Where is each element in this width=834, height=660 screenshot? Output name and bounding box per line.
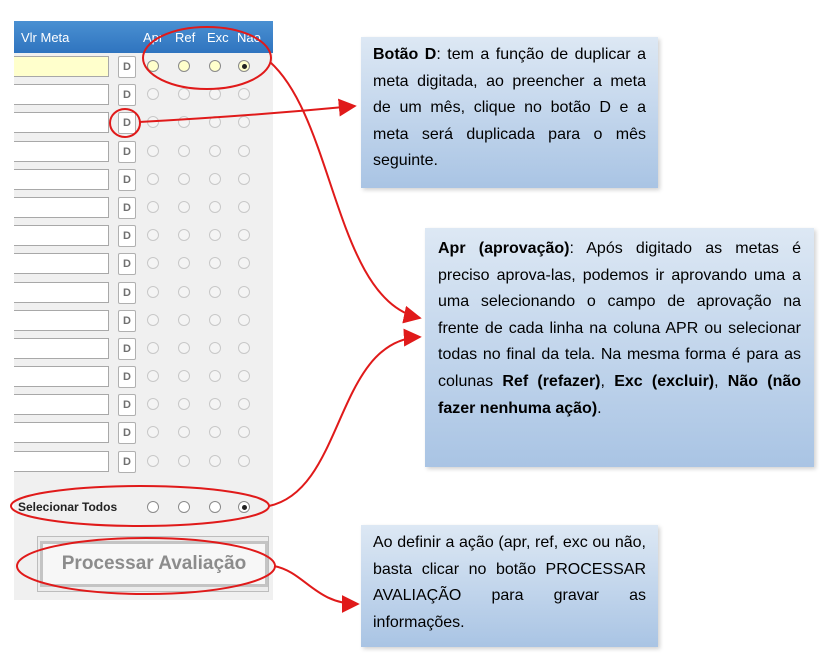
callout-botao-d-text: : tem a função de duplicar a meta digitada, ao preencher a meta de um mês, clique no botão D e a meta será duplicada para o mês seguinte. <box>373 46 646 170</box>
callout-apr-end: . <box>597 399 602 417</box>
callout-apr-exc: Exc (excluir) <box>614 372 715 390</box>
col-nao: Nao <box>237 30 261 45</box>
arrow-process-button <box>274 566 358 604</box>
arrow-d-button <box>139 106 355 122</box>
arrow-radio-columns <box>270 62 420 318</box>
highlight-radio-header <box>143 27 271 89</box>
col-apr: Apr <box>143 30 164 45</box>
callout-apr-sep: , <box>600 372 615 390</box>
col-ref: Ref <box>175 30 196 45</box>
duplicate-button[interactable]: D <box>118 197 136 219</box>
duplicate-button[interactable]: D <box>118 112 136 134</box>
callout-processar-text: Ao definir a ação (apr, ref, exc ou não, basta clicar no botão PROCESSAR AVALIAÇÃO para gravar as informações. <box>373 534 646 631</box>
duplicate-button[interactable]: D <box>118 253 136 275</box>
process-evaluation-button[interactable]: Processar Avaliação <box>40 541 268 587</box>
duplicate-button[interactable]: D <box>118 225 136 247</box>
callout-apr-nao: Não (não fazer nenhuma ação) <box>438 372 802 417</box>
duplicate-button[interactable]: D <box>118 338 136 360</box>
highlight-d-button <box>110 109 140 137</box>
duplicate-button[interactable]: D <box>118 310 136 332</box>
arrow-select-all <box>269 337 420 506</box>
col-vlr-meta: Vlr Meta <box>21 30 70 45</box>
duplicate-button[interactable]: D <box>118 169 136 191</box>
duplicate-button[interactable]: D <box>118 394 136 416</box>
callout-apr-ref: Ref (refazer) <box>502 372 601 390</box>
col-exc: Exc <box>207 30 229 45</box>
select-all-label: Selecionar Todos <box>18 500 118 514</box>
highlight-process-button <box>17 538 275 594</box>
duplicate-button[interactable]: D <box>118 422 136 444</box>
callout-apr-title: Apr (aprovação) <box>438 240 570 257</box>
duplicate-button[interactable]: D <box>118 282 136 304</box>
duplicate-button[interactable]: D <box>118 451 136 473</box>
callout-apr-sep: , <box>714 372 728 390</box>
duplicate-button[interactable]: D <box>118 84 136 106</box>
duplicate-button[interactable]: D <box>118 141 136 163</box>
callout-apr-text: : Após digitado as metas é preciso aprova-las, podemos ir aprovando uma a uma selecionando o campo de aprovação na frente de cada linha na coluna APR ou selecionar todas no final da tela. Na mesma forma é para as colunas <box>438 240 801 390</box>
duplicate-button[interactable]: D <box>118 366 136 388</box>
callout-botao-d-title: Botão D <box>373 46 437 63</box>
duplicate-button[interactable]: D <box>118 56 136 78</box>
highlight-select-all <box>11 486 269 526</box>
